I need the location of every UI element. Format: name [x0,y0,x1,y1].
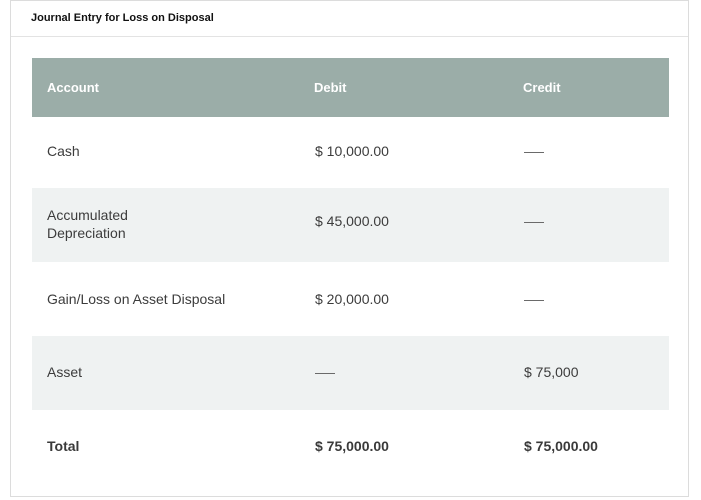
cell-debit-empty [315,363,335,381]
header-account: Account [47,80,99,95]
table-row [32,336,669,410]
total-label: Total [47,438,80,454]
total-credit: $ 75,000.00 [524,438,598,454]
cell-credit: $ 75,000 [524,364,579,380]
cell-credit-empty [524,212,544,230]
cell-credit-empty [524,290,544,308]
header-debit: Debit [314,80,347,95]
table-row [32,188,669,262]
dash-icon [524,222,544,223]
cell-debit: $ 45,000.00 [315,213,389,229]
cell-debit: $ 10,000.00 [315,143,389,159]
dash-icon [524,300,544,301]
cell-account: Asset [47,364,83,380]
journal-entry-table [32,58,669,482]
dash-icon [315,373,335,374]
cell-account [47,206,128,242]
cell-credit-empty [524,142,544,160]
journal-entry-card [10,0,689,497]
card-title: Journal Entry for Loss on Disposal [31,12,214,24]
table-row [32,262,669,336]
card-header [11,1,688,37]
dash-icon [524,152,544,153]
total-debit: $ 75,000.00 [315,438,389,454]
total-row [32,410,669,482]
header-credit: Credit [523,80,561,95]
cell-account-line1: Accumulated [47,207,128,223]
cell-account: Cash [47,143,80,159]
cell-account: Gain/Loss on Asset Disposal [47,291,226,307]
table-header [32,58,669,117]
cell-debit: $ 20,000.00 [315,291,389,307]
cell-account-line2: Depreciation [47,225,126,241]
table-row [32,117,669,188]
